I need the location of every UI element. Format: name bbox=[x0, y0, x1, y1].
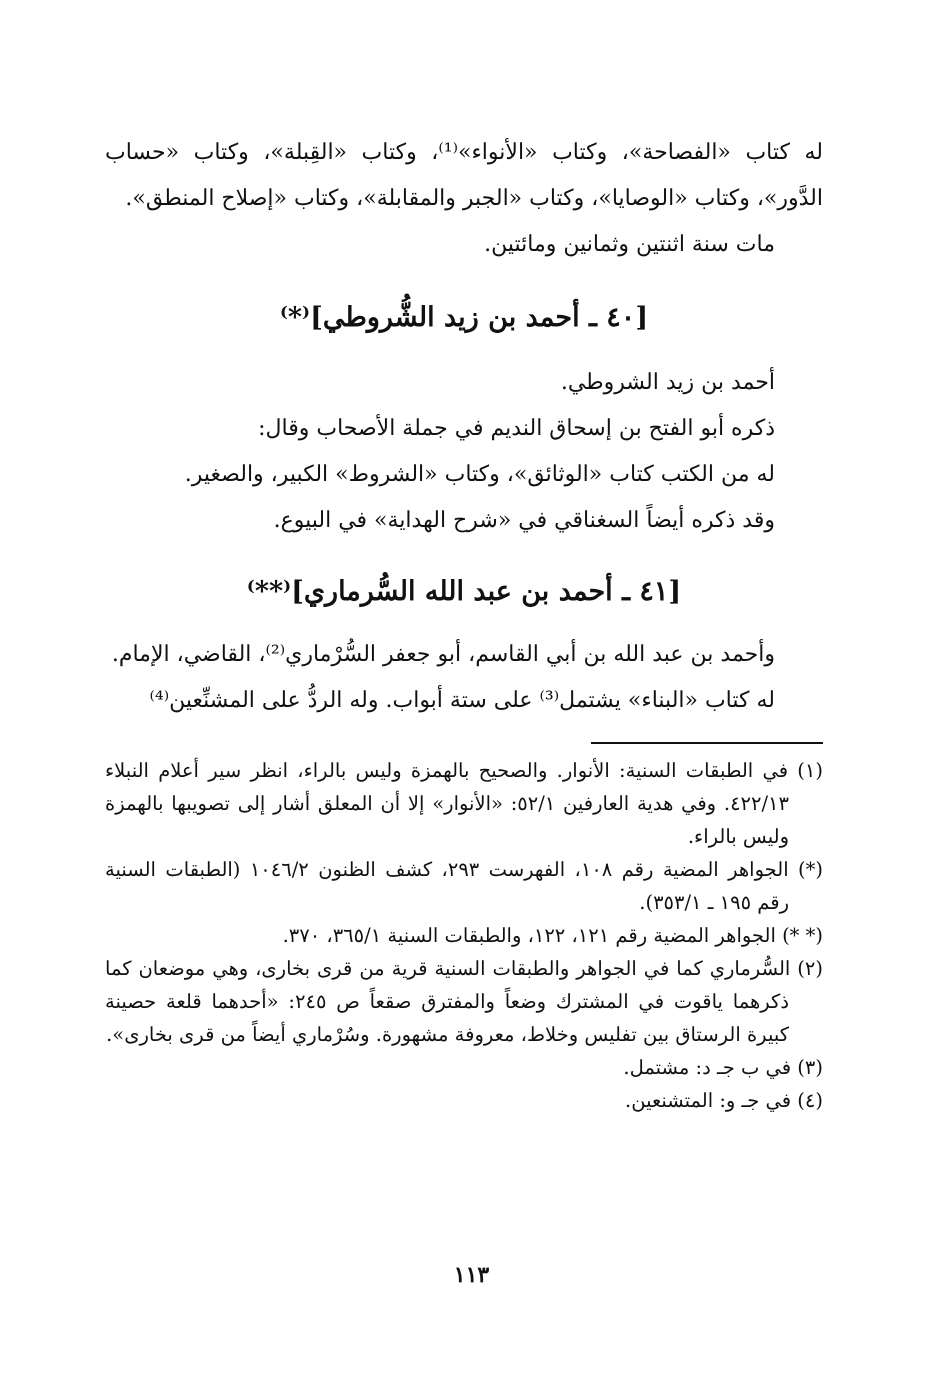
entry-40-line-2: ذكره أبو الفتح بن إسحاق النديم في جملة الأصحاب وقال: bbox=[258, 416, 775, 441]
entry-40-line-3: له من الكتب كتاب «الوثائق»، وكتاب «الشروط» الكبير، والصغير. bbox=[184, 462, 775, 487]
footnote-1: (١) في الطبقات السنية: الأنوار. والصحيح بالهمزة وليس بالراء، انظر سير أعلام النبلاء ٤٢٢/١٣. وفي هدية العارفين ٥٢/١: «الأنوار» إلا أن المعلق أشار إلى تصويبها بالهمزة وليس بالراء. bbox=[105, 759, 823, 848]
footnote-double-star: (* *) الجواهر المضية رقم ١٢١، ١٢٢، والطبقات السنية ٣٦٥/١، ٣٧٠. bbox=[282, 924, 823, 947]
page-number: ١١٣ bbox=[453, 1262, 490, 1288]
paragraph-death-year: مات سنة اثنتين وثمانين ومائتين. bbox=[484, 232, 775, 257]
paragraph-books-list: له كتاب «الفصاحة»، وكتاب «الأنواء»⁽¹⁾، وكتاب «القِبلة»، وكتاب «حساب الدَّور»، وكتاب «الوصايا»، وكتاب «الجبر والمقابلة»، وكتاب «إصلاح المنطق». bbox=[105, 140, 824, 211]
entry-40-line-1: أحمد بن زيد الشروطي. bbox=[560, 370, 775, 395]
entry-41-line-2: له كتاب «البناء» يشتمل⁽³⁾ على ستة أبواب. وله الردُّ على المشنِّعين⁽⁴⁾ bbox=[149, 688, 775, 713]
footnote-star: (*) الجواهر المضية رقم ١٠٨، الفهرست ٢٩٣، كشف الظنون ١٠٤٦/٢ (الطبقات السنية رقم ١٩٥ ـ ٣٥٣/١). bbox=[105, 858, 823, 914]
entry-heading-40: [٤٠ ـ أحمد بن زيد الشُّروطي]⁽*⁾ bbox=[279, 302, 649, 333]
footnote-2: (٢) السُّرماري كما في الجواهر والطبقات السنية قرية من قرى بخارى، وهي موضعان كما ذكرهما ياقوت في المشترك وضعاً والمفترق صقعاً ص ٢٤٥: «أحدهما قلعة حصينة كبيرة الرستاق بين تفليس وخلاط، معروفة مشهورة. وسُرْماري أيضاً من قرى بخارى». bbox=[105, 957, 823, 1046]
footnote-3: (٣) في ب جـ د: مشتمل. bbox=[623, 1056, 823, 1079]
entry-40-line-4: وقد ذكره أيضاً السغناقي في «شرح الهداية» في البيوع. bbox=[273, 508, 775, 533]
entry-41-line-1: وأحمد بن عبد الله بن أبي القاسم، أبو جعفر السُّرْماري⁽²⁾، القاضي، الإمام. bbox=[111, 642, 775, 667]
footnote-4: (٤) في جـ و: المتشنعين. bbox=[625, 1089, 823, 1112]
footnote-separator bbox=[591, 742, 823, 744]
entry-heading-41: [٤١ ـ أحمد بن عبد الله السُّرماري]⁽**⁾ bbox=[246, 576, 682, 607]
